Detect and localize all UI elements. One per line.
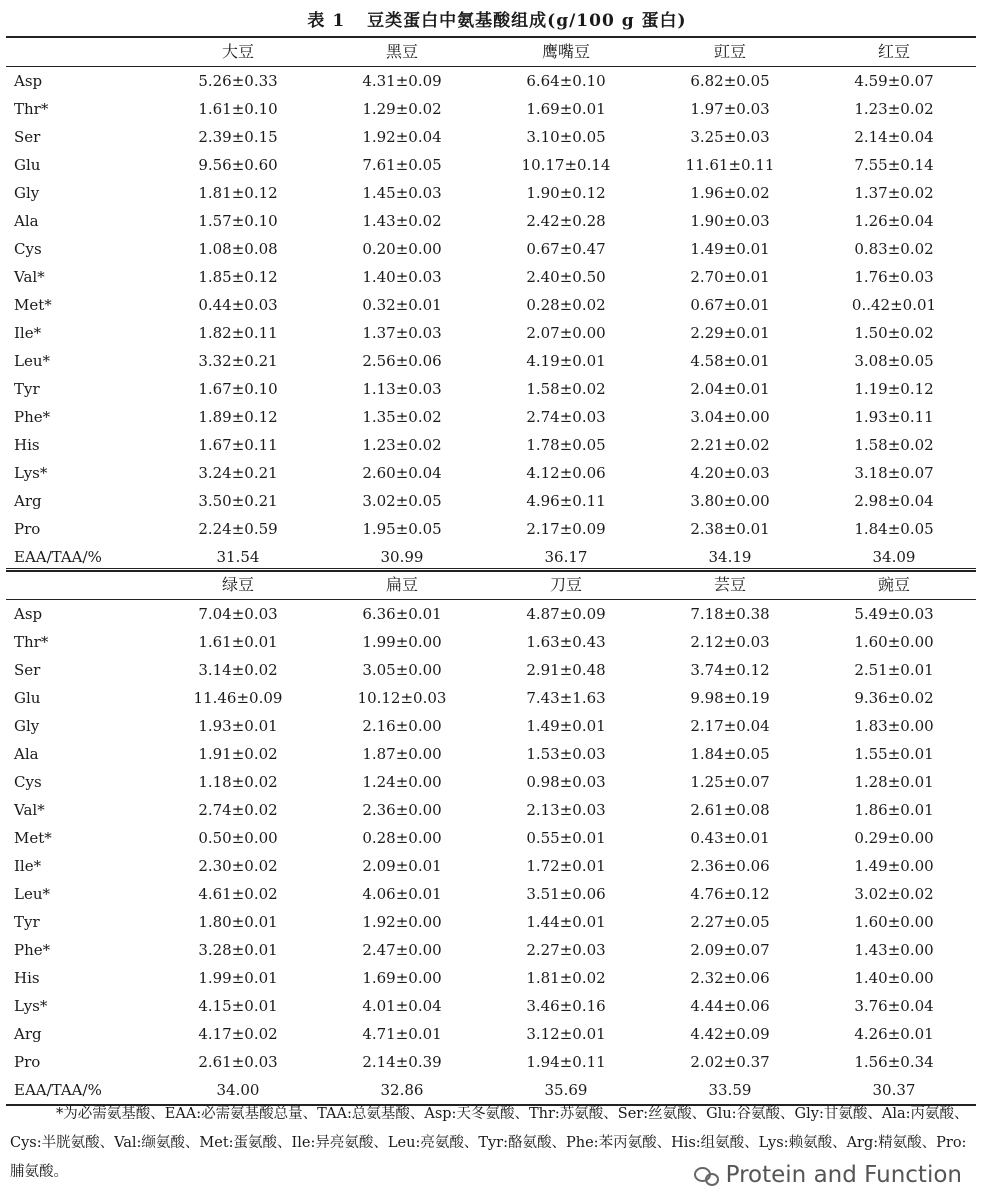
table-cell: 1.87±0.00	[362, 745, 442, 763]
row-label: Ala	[14, 745, 39, 763]
table-cell: 1.43±0.00	[854, 941, 934, 959]
row-label: Cys	[14, 773, 42, 791]
table-cell: 3.02±0.05	[362, 492, 442, 510]
table-cell: 1.84±0.05	[690, 745, 770, 763]
table-cell: 9.98±0.19	[690, 689, 770, 707]
table-cell: 1.67±0.11	[198, 436, 278, 454]
table-cell: 1.61±0.10	[198, 100, 278, 118]
table-row	[6, 515, 976, 543]
table-cell: 1.08±0.08	[198, 240, 278, 258]
row-label: Ser	[14, 661, 41, 679]
table-cell: 0.67±0.47	[526, 240, 606, 258]
table-cell: 0.50±0.00	[198, 829, 278, 847]
table-cell: 2.29±0.01	[690, 324, 770, 342]
row-label: Cys	[14, 240, 42, 258]
table-cell: 0.44±0.03	[198, 296, 278, 314]
table-cell: 1.53±0.03	[526, 745, 606, 763]
table-cell: 2.74±0.02	[198, 801, 278, 819]
table-cell: 1.26±0.04	[854, 212, 934, 230]
table-cell: 5.26±0.33	[198, 72, 278, 90]
table-caption: 豆类蛋白中氨基酸组成(g/100 g 蛋白)	[367, 11, 687, 31]
column-header: 扁豆	[320, 570, 484, 600]
table-cell: 3.08±0.05	[854, 352, 934, 370]
table-row	[6, 880, 976, 908]
table-cell: 3.28±0.01	[198, 941, 278, 959]
table-cell: 2.12±0.03	[690, 633, 770, 651]
table-cell: 1.96±0.02	[690, 184, 770, 202]
table-cell: 2.27±0.05	[690, 913, 770, 931]
table-cell: 6.36±0.01	[362, 605, 442, 623]
table-cell: 1.81±0.02	[526, 969, 606, 987]
table-cell: 2.36±0.06	[690, 857, 770, 875]
table-cell: 1.43±0.02	[362, 212, 442, 230]
table-cell: 3.46±0.16	[526, 997, 606, 1015]
table-cell: 7.18±0.38	[690, 605, 770, 623]
table-cell: 10.12±0.03	[357, 689, 447, 707]
table-row	[6, 291, 976, 319]
table-cell: 3.25±0.03	[690, 128, 770, 146]
row-label: Pro	[14, 1053, 41, 1071]
table-cell: 1.60±0.00	[854, 633, 934, 651]
table-row	[6, 908, 976, 936]
table-cell: 1.82±0.11	[198, 324, 278, 342]
row-label: Leu*	[14, 885, 50, 903]
table-row	[6, 487, 976, 515]
table-cell: 0.98±0.03	[526, 773, 606, 791]
table-cell: 1.90±0.12	[526, 184, 606, 202]
table-cell: 9.36±0.02	[854, 689, 934, 707]
table-cell: 1.93±0.01	[198, 717, 278, 735]
table-cell: 31.54	[156, 543, 320, 572]
table-cell: 4.26±0.01	[854, 1025, 934, 1043]
table-cell: 2.17±0.04	[690, 717, 770, 735]
table-cell: 2.13±0.03	[526, 801, 606, 819]
row-label: Thr*	[14, 633, 49, 651]
column-header: 绿豆	[156, 570, 320, 600]
table-cell: 2.07±0.00	[526, 324, 606, 342]
table-cell: 3.32±0.21	[198, 352, 278, 370]
table-cell: 2.32±0.06	[690, 969, 770, 987]
table-cell: 0.83±0.02	[854, 240, 934, 258]
table-cell: 0.20±0.00	[362, 240, 442, 258]
row-label: Arg	[14, 492, 42, 510]
table-cell: 0.55±0.01	[526, 829, 606, 847]
table-row	[6, 656, 976, 684]
table-cell: 1.56±0.34	[854, 1053, 934, 1071]
table-cell: 1.58±0.02	[854, 436, 934, 454]
table-cell: 1.45±0.03	[362, 184, 442, 202]
table-cell: 36.17	[484, 543, 648, 572]
table-cell: 1.13±0.03	[362, 380, 442, 398]
table-cell: 1.58±0.02	[526, 380, 606, 398]
table-cell: 1.24±0.00	[362, 773, 442, 791]
table-cell: 1.35±0.02	[362, 408, 442, 426]
row-label: Gly	[14, 184, 40, 202]
table-cell: 2.30±0.02	[198, 857, 278, 875]
table-row	[6, 95, 976, 123]
row-label: Phe*	[14, 408, 51, 426]
row-label: His	[14, 969, 40, 987]
column-header: 鹰嘴豆	[484, 37, 648, 67]
table-number: 表 1	[307, 11, 346, 31]
wechat-logo-icon	[694, 1166, 718, 1184]
table-cell: 1.80±0.01	[198, 913, 278, 931]
table-cell: 33.59	[648, 1076, 812, 1105]
table-cell: 0.67±0.01	[690, 296, 770, 314]
table-row	[6, 347, 976, 375]
table-cell: 2.61±0.08	[690, 801, 770, 819]
row-label: Glu	[14, 156, 41, 174]
table-cell: 1.76±0.03	[854, 268, 934, 286]
table-cell: 4.12±0.06	[526, 464, 606, 482]
row-label: Ile*	[14, 857, 42, 875]
table-cell: 3.10±0.05	[526, 128, 606, 146]
row-label: Thr*	[14, 100, 49, 118]
header-row	[6, 570, 976, 600]
table-row	[6, 684, 976, 712]
table-cell: 4.19±0.01	[526, 352, 606, 370]
table-cell: 4.58±0.01	[690, 352, 770, 370]
table-row	[6, 263, 976, 291]
table-cell: 2.56±0.06	[362, 352, 442, 370]
table-row	[6, 712, 976, 740]
table-row	[6, 207, 976, 235]
watermark-text: Protein and Function	[725, 1162, 962, 1188]
table-cell: 1.97±0.03	[690, 100, 770, 118]
table-row	[6, 992, 976, 1020]
column-header: 豌豆	[812, 570, 976, 600]
table-cell: 2.40±0.50	[526, 268, 606, 286]
table-row	[6, 964, 976, 992]
row-label: Arg	[14, 1025, 42, 1043]
watermark	[694, 1162, 962, 1188]
table-cell: 9.56±0.60	[198, 156, 278, 174]
table-cell: 4.17±0.02	[198, 1025, 278, 1043]
table-cell: 2.14±0.04	[854, 128, 934, 146]
table-cell: 3.18±0.07	[854, 464, 934, 482]
table-cell: 1.72±0.01	[526, 857, 606, 875]
table-cell: 2.02±0.37	[690, 1053, 770, 1071]
row-label: Gly	[14, 717, 40, 735]
table-cell: 7.43±1.63	[526, 689, 606, 707]
table-cell: 4.76±0.12	[690, 885, 770, 903]
table-cell: 4.59±0.07	[854, 72, 934, 90]
table-cell: 1.85±0.12	[198, 268, 278, 286]
table-cell: 1.63±0.43	[526, 633, 606, 651]
table-cell: 2.74±0.03	[526, 408, 606, 426]
table-cell: 1.49±0.01	[526, 717, 606, 735]
table-cell: 1.40±0.00	[854, 969, 934, 987]
table-cell: 6.82±0.05	[690, 72, 770, 90]
table-cell: 4.01±0.04	[362, 997, 442, 1015]
table-row	[6, 235, 976, 263]
table-cell: 1.29±0.02	[362, 100, 442, 118]
table-cell: 34.09	[812, 543, 976, 572]
table-title	[0, 6, 994, 31]
table-cell: 10.17±0.14	[521, 156, 611, 174]
table-row	[6, 151, 976, 179]
table-row	[6, 768, 976, 796]
table-cell: 3.51±0.06	[526, 885, 606, 903]
table-cell: 1.40±0.03	[362, 268, 442, 286]
table-cell: 4.31±0.09	[362, 72, 442, 90]
table-cell: 1.50±0.02	[854, 324, 934, 342]
column-header: 芸豆	[648, 570, 812, 600]
table-cell: 0.32±0.01	[362, 296, 442, 314]
row-label: Val*	[14, 268, 45, 286]
table-cell: 3.76±0.04	[854, 997, 934, 1015]
column-header: 大豆	[156, 37, 320, 67]
table-cell: 1.94±0.11	[526, 1053, 606, 1071]
row-label: Asp	[14, 605, 43, 623]
table-cell: 1.44±0.01	[526, 913, 606, 931]
amino-acid-table-2	[6, 568, 976, 1106]
table-cell: 2.14±0.39	[362, 1053, 442, 1071]
table-cell: 1.23±0.02	[362, 436, 442, 454]
table-row	[6, 431, 976, 459]
table-cell: 32.86	[320, 1076, 484, 1105]
table-cell: 4.61±0.02	[198, 885, 278, 903]
table-cell: 3.14±0.02	[198, 661, 278, 679]
table-cell: 1.18±0.02	[198, 773, 278, 791]
table-cell: 1.78±0.05	[526, 436, 606, 454]
row-label: Met*	[14, 296, 52, 314]
table-cell: 2.39±0.15	[198, 128, 278, 146]
table-cell: 0.43±0.01	[690, 829, 770, 847]
row-label: Val*	[14, 801, 45, 819]
table-cell: 0.29±0.00	[854, 829, 934, 847]
table-cell: 1.23±0.02	[854, 100, 934, 118]
table-cell: 34.19	[648, 543, 812, 572]
table-cell: 2.36±0.00	[362, 801, 442, 819]
table-cell: 1.28±0.01	[854, 773, 934, 791]
table-cell: 35.69	[484, 1076, 648, 1105]
table-cell: 2.47±0.00	[362, 941, 442, 959]
table-cell: 1.84±0.05	[854, 520, 934, 538]
table-cell: 2.27±0.03	[526, 941, 606, 959]
column-header: 刀豆	[484, 570, 648, 600]
table-cell: 3.02±0.02	[854, 885, 934, 903]
table-cell: 7.04±0.03	[198, 605, 278, 623]
column-header: 黑豆	[320, 37, 484, 67]
table-cell: 3.04±0.00	[690, 408, 770, 426]
table-cell: 4.87±0.09	[526, 605, 606, 623]
table-cell: 2.04±0.01	[690, 380, 770, 398]
header-blank-cell	[6, 37, 156, 67]
table-row	[6, 796, 976, 824]
table-cell: 3.80±0.00	[690, 492, 770, 510]
row-label: Pro	[14, 520, 41, 538]
table-cell: 7.61±0.05	[362, 156, 442, 174]
amino-acid-table-1	[6, 36, 976, 572]
row-label: Lys*	[14, 464, 48, 482]
table-cell: 4.20±0.03	[690, 464, 770, 482]
table-row	[6, 403, 976, 431]
table-cell: 1.49±0.01	[690, 240, 770, 258]
table-cell: 3.12±0.01	[526, 1025, 606, 1043]
table-cell: 1.55±0.01	[854, 745, 934, 763]
row-label: Glu	[14, 689, 41, 707]
table-row	[6, 319, 976, 347]
table-cell: 1.37±0.03	[362, 324, 442, 342]
table-row	[6, 936, 976, 964]
table-cell: 2.09±0.01	[362, 857, 442, 875]
table-cell: 5.49±0.03	[854, 605, 934, 623]
table-row	[6, 123, 976, 151]
table-cell: 2.70±0.01	[690, 268, 770, 286]
table-cell: 3.74±0.12	[690, 661, 770, 679]
table-row	[6, 459, 976, 487]
table-cell: 2.98±0.04	[854, 492, 934, 510]
row-label: Met*	[14, 829, 52, 847]
table-cell: 0.28±0.02	[526, 296, 606, 314]
table-cell: 3.05±0.00	[362, 661, 442, 679]
table-cell: 1.83±0.00	[854, 717, 934, 735]
row-label: Lys*	[14, 997, 48, 1015]
table-cell: 1.81±0.12	[198, 184, 278, 202]
table-cell: 1.69±0.01	[526, 100, 606, 118]
table-cell: 3.24±0.21	[198, 464, 278, 482]
table-cell: 4.44±0.06	[690, 997, 770, 1015]
table-row	[6, 179, 976, 207]
row-label: EAA/TAA/%	[6, 1076, 156, 1105]
row-label: Ser	[14, 128, 41, 146]
row-label: Leu*	[14, 352, 50, 370]
table-cell: 11.46±0.09	[193, 689, 283, 707]
column-header: 豇豆	[648, 37, 812, 67]
table-cell: 1.57±0.10	[198, 212, 278, 230]
table-cell: 1.91±0.02	[198, 745, 278, 763]
header-blank-cell	[6, 570, 156, 600]
row-label: His	[14, 436, 40, 454]
table-cell: 2.42±0.28	[526, 212, 606, 230]
table-cell: 4.96±0.11	[526, 492, 606, 510]
table-cell: 2.17±0.09	[526, 520, 606, 538]
table-cell: 1.92±0.00	[362, 913, 442, 931]
table-row	[6, 628, 976, 656]
table-cell: 30.99	[320, 543, 484, 572]
table-cell: 0..42±0.01	[851, 296, 937, 314]
row-label: Tyr	[14, 913, 40, 931]
table-cell: 2.09±0.07	[690, 941, 770, 959]
table-cell: 2.61±0.03	[198, 1053, 278, 1071]
table-cell: 4.15±0.01	[198, 997, 278, 1015]
table-cell: 1.19±0.12	[854, 380, 934, 398]
table-cell: 2.24±0.59	[198, 520, 278, 538]
table-cell: 0.28±0.00	[362, 829, 442, 847]
table-row	[6, 375, 976, 403]
row-label: Asp	[14, 72, 43, 90]
table-cell: 2.38±0.01	[690, 520, 770, 538]
table-cell: 7.55±0.14	[854, 156, 934, 174]
table-cell: 34.00	[156, 1076, 320, 1105]
table-cell: 1.90±0.03	[690, 212, 770, 230]
table-row	[6, 1020, 976, 1048]
column-header: 红豆	[812, 37, 976, 67]
table-cell: 1.86±0.01	[854, 801, 934, 819]
table-cell: 4.71±0.01	[362, 1025, 442, 1043]
table-row	[6, 600, 976, 629]
table-cell: 6.64±0.10	[526, 72, 606, 90]
table-cell: 1.95±0.05	[362, 520, 442, 538]
table-row	[6, 67, 976, 96]
table-cell: 1.49±0.00	[854, 857, 934, 875]
table-cell: 3.50±0.21	[198, 492, 278, 510]
row-label: Ile*	[14, 324, 42, 342]
table-cell: 2.16±0.00	[362, 717, 442, 735]
table-cell: 2.91±0.48	[526, 661, 606, 679]
table-cell: 2.60±0.04	[362, 464, 442, 482]
header-row	[6, 37, 976, 67]
table-cell: 1.89±0.12	[198, 408, 278, 426]
table-cell: 4.06±0.01	[362, 885, 442, 903]
row-label: Phe*	[14, 941, 51, 959]
table-cell: 2.51±0.01	[854, 661, 934, 679]
row-label: EAA/TAA/%	[6, 543, 156, 572]
table-row	[6, 1048, 976, 1076]
table-cell: 30.37	[812, 1076, 976, 1105]
row-label: Tyr	[14, 380, 40, 398]
table-cell: 1.99±0.00	[362, 633, 442, 651]
table-cell: 4.42±0.09	[690, 1025, 770, 1043]
table-cell: 1.25±0.07	[690, 773, 770, 791]
table-cell: 2.21±0.02	[690, 436, 770, 454]
table-cell: 1.67±0.10	[198, 380, 278, 398]
table-cell: 1.92±0.04	[362, 128, 442, 146]
row-label: Ala	[14, 212, 39, 230]
table-row	[6, 740, 976, 768]
table-cell: 1.99±0.01	[198, 969, 278, 987]
table-cell: 1.60±0.00	[854, 913, 934, 931]
table-row	[6, 824, 976, 852]
table-row	[6, 852, 976, 880]
table-cell: 1.93±0.11	[854, 408, 934, 426]
table-footnote: *为必需氨基酸、EAA:必需氨基酸总量、TAA:总氨基酸、Asp:天冬氨酸、Thr:苏氨酸、Ser:丝氨酸、Glu:谷氨酸、Gly:甘氨酸、Ala:丙氨酸、Cys:半胱氨酸、Val:缬氨酸、Met:蛋氨酸、Ile:异亮氨酸、Leu:亮氨酸、Tyr:酪氨酸、Phe:苯丙氨酸、His:组氨酸、Lys:赖氨酸、Arg:精氨酸、Pro:脯氨酸。	[10, 1106, 969, 1180]
table-cell: 1.61±0.01	[198, 633, 278, 651]
table-cell: 1.69±0.00	[362, 969, 442, 987]
table-cell: 1.37±0.02	[854, 184, 934, 202]
table-cell: 11.61±0.11	[685, 156, 775, 174]
